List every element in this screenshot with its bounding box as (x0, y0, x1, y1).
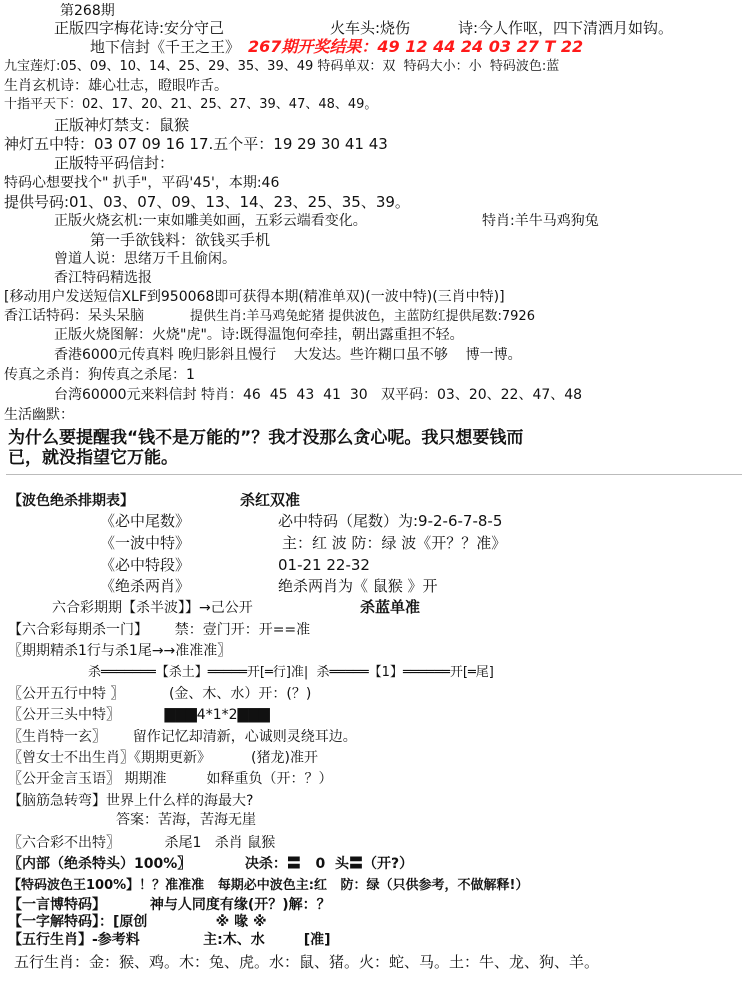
zodiac-mystery: 〖生肖特一玄〗 留作记忆却清新，心诚则灵绕耳边。 (8, 729, 357, 745)
no-special: 〖六合彩不出特〗 杀尾1 杀肖 鼠猴 (8, 835, 276, 851)
brain-teaser: 【脑筋急转弯】世界上什么样的海最大? (8, 793, 254, 809)
hk-fax: 香港6000元传真料 晚归影斜且慢行 大发达。些许糊口虽不够 博一博。 (54, 347, 522, 363)
first-hand: 第一手欲钱料：欲钱买手机 (90, 231, 271, 249)
internal-kill-head: 〖内部（绝杀特头）100%〗 决杀：〓 0 头〓（开?） (8, 856, 414, 872)
golden-words: 〖公开金言玉语〗 期期准 如释重负（开：？） (8, 771, 333, 787)
plum-poem: 正版四字梅花诗:安分守己 (54, 19, 225, 37)
wave-king: 【特码波色王100%】！？准准准 每期必中波色主:红 防：绿（只供参考，不做解释!） (8, 878, 529, 893)
special-zodiacs: 特肖:羊牛马鸡狗兔 (482, 213, 599, 229)
fire-diagram: 正版火烧图解：火烧"虎"。诗:既得温饱何牵挂，朝出露重担不轻。 (54, 327, 464, 343)
provided-numbers: 提供号码:01、03、07、09、13、14、23、25、35、39。 (4, 193, 410, 211)
flat-code-envelope: 正版特平码信封： (54, 154, 175, 172)
hk-special-report: 香江特码精选报 (54, 270, 152, 286)
three-heads: 〖公开三头中特〗 ▇▇▇4*1*2▇▇▇ (8, 707, 270, 723)
boshe-title: 【波色绝杀排期表】 (8, 493, 134, 509)
fax-kill: 传真之杀肖：狗传真之杀尾：1 (4, 367, 195, 383)
row-val-3: 01-21 22-32 (278, 556, 370, 574)
lamp-five: 神灯五中特：03 07 09 16 17.五个平：19 29 30 41 43 (4, 135, 388, 153)
ten-fingers: 十指平天下：02、17、20、21、25、27、39、47、48、49。 (4, 97, 378, 112)
kill-blue: 杀蓝单准 (360, 598, 421, 616)
poem-line: 诗:今人作呕，四下清洒月如钩。 (458, 19, 674, 37)
row-key-2: 《一波中特》 (100, 534, 191, 552)
kill-red: 杀红双准 (240, 491, 301, 509)
provided-zodiacs: 提供生肖:羊马鸡兔蛇猪 提供波色，主蓝防红提供尾数:7926 (190, 309, 535, 324)
row-val-1: 必中特码（尾数）为:9-2-6-7-8-5 (278, 512, 503, 530)
zeng-says: 曾道人说：思绪万千且偷闲。 (54, 251, 236, 267)
issue-number: 第268期 (60, 3, 115, 19)
row-val-4: 绝杀两肖为《 鼠猴 》开 (278, 577, 438, 595)
fire-mystery: 正版火烧玄机:一束如雕美如画，五彩云端看变化。 (54, 213, 367, 229)
zodiac-poem: 生肖玄机诗：雄心壮志，瞪眼咋舌。 (4, 78, 228, 94)
kill-earth-row: 杀═══════【杀土】═════开[═行]准| 杀═════【1】══════开[═尾] (88, 665, 494, 680)
half-wave: 六合彩期期【杀半波】】→己公开 (52, 600, 253, 616)
sms-notice: [移动用户发送短信XLF到950068即可获得本期(精准单双)(一波中特)(三肖中特)] (4, 289, 505, 305)
kill-row-tail: 〖期期精杀1行与杀1尾→→准准准〗 (8, 643, 232, 659)
kill-one-gate: 【六合彩每期杀一门】 禁：壹门开：开==准 (8, 622, 311, 638)
one-char-special: 【一字解特码】：[原创 ※ 喙 ※ (8, 914, 267, 930)
lamp-ban: 正版神灯禁支：鼠猴 (54, 116, 190, 134)
train-head: 火车头:烧伤 (330, 19, 411, 37)
joke-line-2: 已，就没指望它万能。 (8, 448, 178, 468)
taiwan-envelope: 台湾60000元来料信封 特肖：46 45 43 41 30 双平码：03、20、22、47、48 (54, 387, 583, 403)
lotus-lamp: 九宝莲灯:05、09、10、14、25、29、35、39、49 特码单双：双 特码大小：小 特码波色:蓝 (4, 59, 560, 74)
row-val-2: 主：红 波 防：绿 波《开？？准》 (282, 534, 507, 552)
zodiac-footer: 五行生肖：金：猴、鸡。木：兔、虎。水：鼠、猪。火：蛇、马。土：牛、龙、狗、羊。 (14, 953, 600, 971)
special-code-wish: 特码心想要找个" 扒手"，平码'45'，本期:46 (4, 175, 280, 191)
life-humor: 生活幽默： (4, 407, 74, 423)
envelope-title: 地下信封《千王之王》 (90, 38, 241, 56)
draw-result: 267期开奖结果：49 12 44 24 03 27 T 22 (248, 37, 584, 56)
section-divider (6, 474, 742, 475)
row-key-3: 《必中特段》 (100, 556, 191, 574)
teaser-answer: 答案：苦海，苦海无崖 (116, 812, 256, 828)
miss-zeng: 〖曾女士不出生肖〗《期期更新》 (猪龙)准开 (8, 750, 318, 766)
joke-line-1: 为什么要提醒我“钱不是万能的”？我才没那么贪心呢。我只想要钱而 (8, 428, 524, 448)
hk-talk: 香江话特码：呆头呆脑 (4, 308, 144, 324)
five-element-zodiac: 【五行生肖】-参考料 主:木、水 [准] (8, 932, 331, 948)
five-elements: 〖公开五行中特 〗 (金、木、水）开：(？) (8, 686, 312, 702)
row-key-1: 《必中尾数》 (100, 512, 191, 530)
one-word-special: 【一言博特码】 神与人同度有缘(开？)解：？ (8, 897, 331, 913)
row-key-4: 《绝杀两肖》 (100, 577, 191, 595)
